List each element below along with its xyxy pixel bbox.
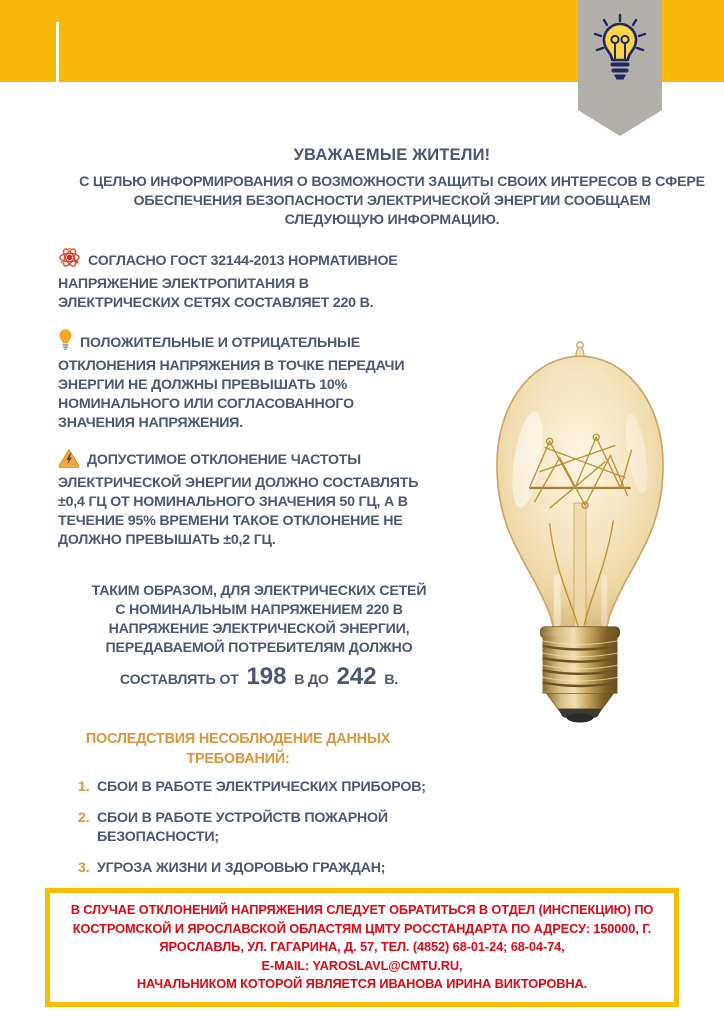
subtitle-line: С ЦЕЛЬЮ ИНФОРМИРОВАНИЯ О ВОЗМОЖНОСТИ ЗАЩИТЫ СВОИХ ИНТЕРЕСОВ В СФЕРЕ — [79, 174, 705, 190]
page-title: УВАЖАЕМЫЕ ЖИТЕЛИ! — [293, 146, 491, 164]
point-text: ОТКЛОНЕНИЯ НАПРЯЖЕНИЯ В ТОЧКЕ ПЕРЕДАЧИ — [58, 358, 405, 374]
consequences-heading — [68, 729, 408, 769]
contact-line: НАЧАЛЬНИКОМ КОТОРОЙ ЯВЛЯЕТСЯ ИВАНОВА ИРИНА ВИКТОРОВНА. — [136, 976, 588, 992]
point-text: ТЕЧЕНИЕ 95% ВРЕМЕНИ ТАКОЕ ОТКЛОНЕНИЕ НЕ — [58, 513, 403, 529]
point-text: ПОЛОЖИТЕЛЬНЫЕ И ОТРИЦАТЕЛЬНЫЕ — [80, 335, 361, 351]
list-item — [78, 859, 460, 878]
conclusion-prefix: СОСТАВЛЯТЬ ОТ — [119, 672, 239, 688]
conclusion-suffix: В. — [384, 672, 399, 688]
point-line — [58, 448, 460, 474]
voltage-min-value: 198 — [246, 663, 287, 690]
point-text: ЭНЕРГИИ НЕ ДОЛЖНЫ ПРЕВЫШАТЬ 10% — [58, 377, 347, 393]
content-column — [58, 246, 460, 921]
contact-line: В СЛУЧАЕ ОТКЛОНЕНИЙ НАПРЯЖЕНИЯ СЛЕДУЕТ ОБРАТИТЬСЯ В ОТДЕЛ (ИНСПЕКЦИЮ) ПО — [70, 902, 654, 918]
contact-line: КОСТРОМСКОЙ И ЯРОСЛАВСКОЙ ОБЛАСТЯМ ЦМТУ РОССТАНДАРТА ПО АДРЕСУ: 150000, Г. — [72, 920, 652, 936]
point-text: СОГЛАСНО ГОСТ 32144-2013 НОРМАТИВНОЕ — [88, 253, 398, 269]
subtitle-line: ОБЕСПЕЧЕНИЯ БЕЗОПАСНОСТИ ЭЛЕКТРИЧЕСКОЙ ЭНЕРГИИ СООБЩАЕМ — [133, 193, 651, 209]
list-item — [78, 778, 460, 797]
item-number: 2. — [78, 810, 90, 826]
contact-info-box — [45, 888, 679, 1007]
item-text: УГРОЗА ЖИЗНИ И ЗДОРОВЬЮ ГРАЖДАН; — [97, 860, 386, 876]
point-text: НАПРЯЖЕНИЕ ЭЛЕКТРОПИТАНИЯ В — [58, 276, 309, 292]
voltage-max-value: 242 — [336, 663, 377, 690]
item-number: 1. — [78, 779, 90, 795]
header-accent-line — [56, 22, 59, 82]
point-text: ДОПУСТИМОЕ ОТКЛОНЕНИЕ ЧАСТОТЫ — [87, 452, 361, 468]
point-gost-norm — [58, 246, 460, 313]
point-line — [58, 328, 460, 357]
point-text: НОМИНАЛЬНОГО ИЛИ СОГЛАСОВАННОГО — [58, 396, 354, 412]
ribbon-banner — [578, 0, 662, 136]
atom-icon — [58, 246, 81, 275]
warning-icon — [58, 448, 80, 474]
lightbulb-doodle-icon — [591, 12, 649, 91]
point-text: ±0,4 ГЦ ОТ НОМИНАЛЬНОГО ЗНАЧЕНИЯ 50 ГЦ, А В — [58, 494, 408, 510]
contact-line: ЯРОСЛАВЛЬ, УЛ. ГАГАРИНА, Д. 57, ТЕЛ. (4852) 68-01-24; 68-04-74, — [159, 939, 565, 955]
contact-email-line: E-MAIL: YAROSLAVL@CMTU.RU, — [261, 957, 463, 973]
bulb-icon — [58, 328, 73, 357]
conclusion-line: ТАКИМ ОБРАЗОМ, ДЛЯ ЭЛЕКТРИЧЕСКИХ СЕТЕЙ — [91, 583, 427, 599]
point-text: ЭЛЕКТРИЧЕСКОЙ ЭНЕРГИИ ДОЛЖНО СОСТАВЛЯТЬ — [58, 475, 419, 491]
point-voltage-deviation — [58, 328, 460, 433]
point-frequency-deviation — [58, 448, 460, 550]
list-item — [78, 809, 460, 847]
intro-subtitle — [60, 173, 724, 230]
subtitle-line: СЛЕДУЮЩУЮ ИНФОРМАЦИЮ. — [284, 212, 500, 228]
conclusion-line: С НОМИНАЛЬНЫМ НАПРЯЖЕНИЕМ 220 В — [115, 602, 403, 618]
conclusion-final-line — [58, 662, 460, 695]
conclusion-paragraph — [58, 582, 460, 695]
point-text: ЗНАЧЕНИЯ НАПРЯЖЕНИЯ. — [58, 415, 243, 431]
point-text: ЭЛЕКТРИЧЕСКИХ СЕТЯХ СОСТАВЛЯЕТ 220 В. — [58, 295, 374, 311]
conclusion-line: НАПРЯЖЕНИЕ ЭЛЕКТРИЧЕСКОЙ ЭНЕРГИИ, — [108, 621, 410, 637]
point-text: ДОЛЖНО ПРЕВЫШАТЬ ±0,2 ГЦ. — [58, 532, 276, 548]
conclusion-line: ПЕРЕДАВАЕМОЙ ПОТРЕБИТЕЛЯМ ДОЛЖНО — [105, 640, 413, 656]
point-line — [58, 246, 460, 275]
heading-line: ПОСЛЕДСТВИЯ НЕСОБЛЮДЕНИЕ ДАННЫХ — [85, 731, 391, 747]
conclusion-mid: В ДО — [294, 672, 329, 688]
item-text: СБОИ В РАБОТЕ ЭЛЕКТРИЧЕСКИХ ПРИБОРОВ; — [97, 779, 426, 795]
heading-line: ТРЕБОВАНИЙ: — [186, 751, 290, 767]
item-text: СБОИ В РАБОТЕ УСТРОЙСТВ ПОЖАРНОЙ БЕЗОПАСНОСТИ; — [97, 810, 388, 845]
item-number: 3. — [78, 860, 90, 876]
edison-bulb-photo — [452, 336, 708, 726]
